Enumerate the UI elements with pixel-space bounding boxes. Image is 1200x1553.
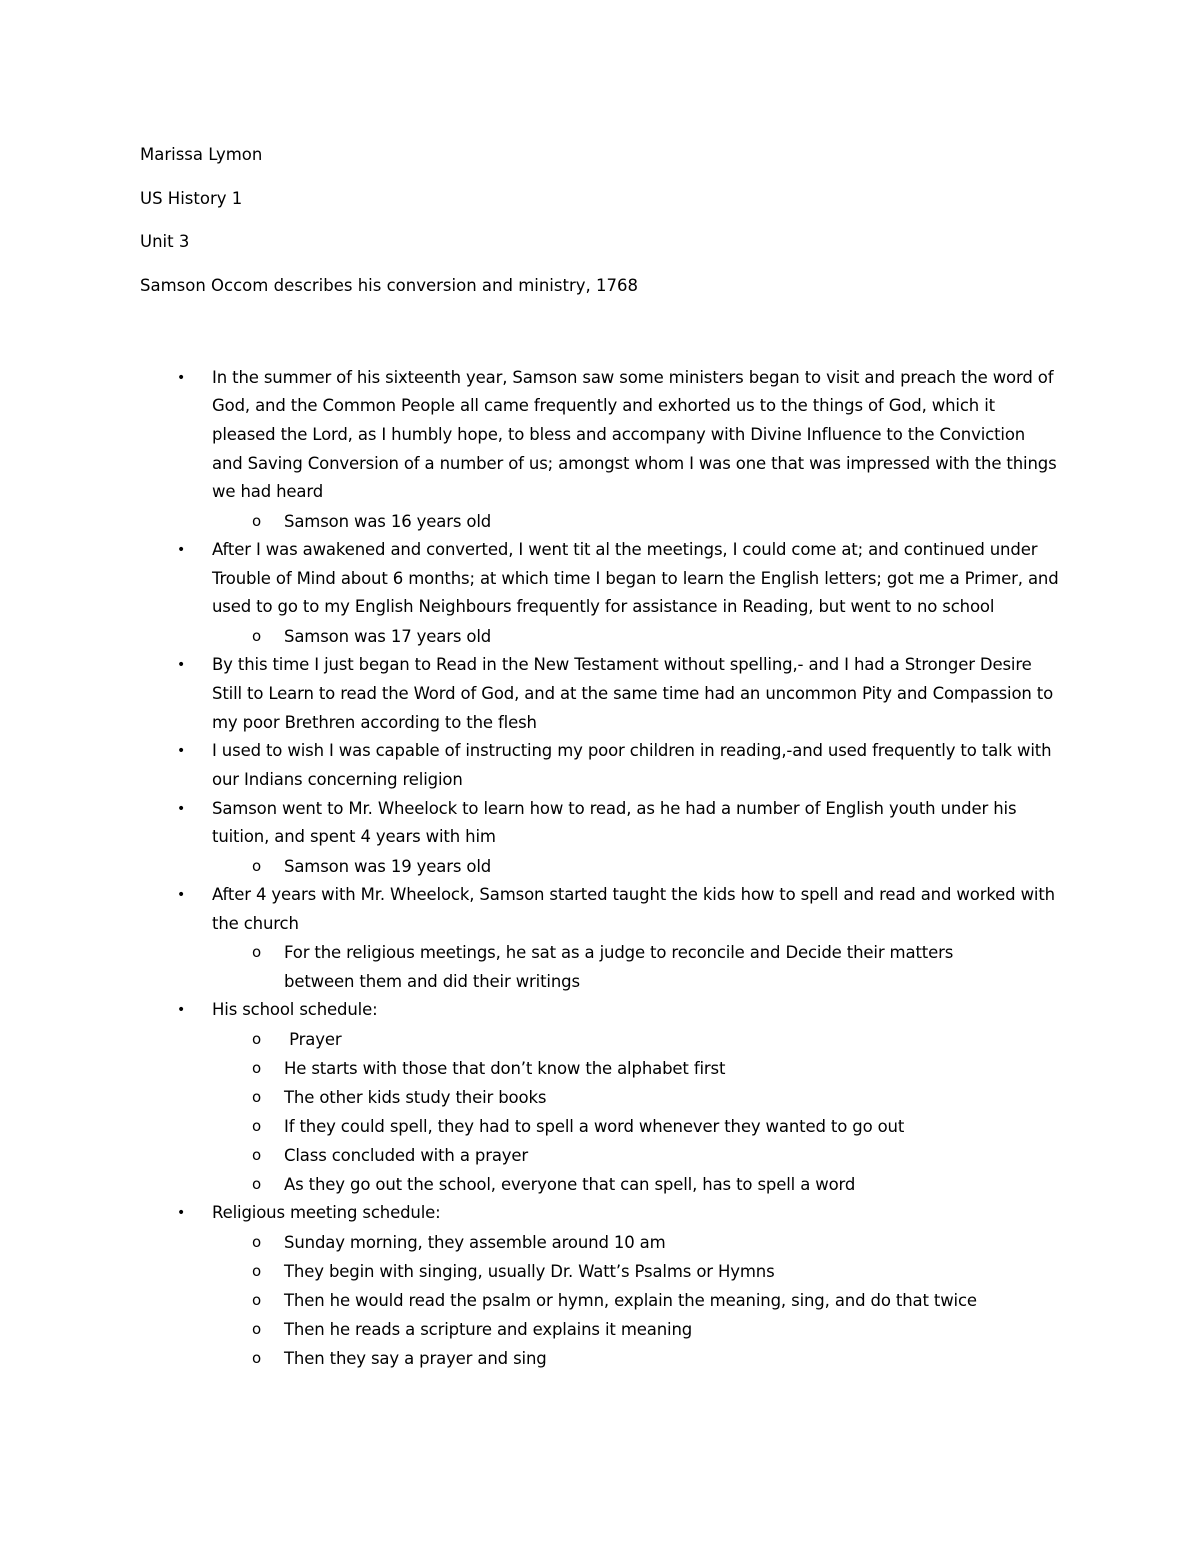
sub-list-item-text: The other kids study their books — [284, 1088, 547, 1108]
sub-list-item — [212, 1228, 988, 1257]
list-item-text: His school schedule: — [212, 1000, 378, 1020]
sub-list-item-text: If they could spell, they had to spell a word whenever they wanted to go out — [284, 1117, 905, 1137]
bullet-icon: • — [177, 1205, 186, 1222]
circle-bullet-icon: o — [252, 1319, 262, 1338]
circle-bullet-icon: o — [252, 512, 262, 531]
list-item-text: After 4 years with Mr. Wheelock, Samson started taught the kids how to spell and read and worked with the church — [212, 885, 1055, 933]
sub-list-item — [212, 1141, 988, 1170]
bullet-icon: • — [177, 743, 186, 760]
list-item — [140, 996, 1060, 1025]
sub-list-item-text: Then he would read the psalm or hymn, explain the meaning, sing, and do that twice — [284, 1290, 977, 1310]
bullet-icon: • — [177, 800, 186, 817]
course-name: US History 1 — [140, 188, 243, 208]
list-item-text: By this time I just began to Read in the New Testament without spelling,- and I had a Stronger Desire Still to Learn to read the Word of God, and at the same time had an uncommon Pity and Compassion to my poor Brethren according to the flesh — [212, 655, 1054, 732]
bullet-icon: • — [177, 542, 186, 559]
circle-bullet-icon: o — [252, 1175, 262, 1194]
list-item — [140, 651, 1060, 737]
sub-list-item-text: For the religious meetings, he sat as a judge to reconcile and Decide their matters between them and did their writings — [284, 943, 959, 992]
bullet-icon: • — [177, 369, 186, 386]
sub-list — [140, 507, 1060, 536]
sub-list-container — [140, 622, 1060, 651]
sub-list-item — [212, 852, 988, 881]
circle-bullet-icon: o — [252, 1030, 262, 1049]
circle-bullet-icon: o — [252, 943, 262, 962]
list-item-text: In the summer of his sixteenth year, Samson saw some ministers began to visit and preach the word of God, and the Common People all came frequently and exhorted us to the things of God, which it pleased the Lord, as I humbly hope, to bless and accompany with Divine Influence to the Conviction and Saving Conversion of a number of us; amongst whom I was one that was impressed with the things we had heard — [212, 367, 1057, 502]
list-item-text: Samson went to Mr. Wheelock to learn how to read, as he had a number of English youth under his tuition, and spent 4 years with him — [212, 798, 1017, 847]
sub-list-container — [140, 938, 1060, 996]
sub-list-item-text: Prayer — [284, 1030, 342, 1050]
circle-bullet-icon: o — [252, 1059, 262, 1078]
sub-list-container — [140, 1228, 1060, 1373]
sub-list-item — [212, 1054, 988, 1083]
sub-list-item-text: As they go out the school, everyone that can spell, has to spell a word — [284, 1175, 856, 1195]
sub-list-container — [140, 852, 1060, 881]
sub-list-item — [212, 1315, 988, 1344]
sub-list-item-text: Then they say a prayer and sing — [284, 1348, 547, 1368]
sub-list-item — [212, 1025, 988, 1054]
bullet-icon: • — [177, 1002, 186, 1019]
sub-list-item-text: Sunday morning, they assemble around 10 am — [284, 1232, 666, 1252]
sub-list — [140, 1025, 1060, 1199]
unit-label: Unit 3 — [140, 232, 190, 251]
circle-bullet-icon: o — [252, 1290, 262, 1309]
list-item — [140, 1199, 1060, 1228]
circle-bullet-icon: o — [252, 1117, 262, 1136]
sub-list-container — [140, 1025, 1060, 1199]
list-item — [140, 737, 1060, 794]
list-item — [140, 536, 1060, 622]
list-item — [140, 364, 1060, 508]
sub-list-item — [212, 1083, 988, 1112]
sub-list-item-text: He starts with those that don’t know the alphabet first — [284, 1059, 726, 1079]
circle-bullet-icon: o — [252, 1146, 262, 1165]
sub-list-item — [212, 1257, 988, 1286]
sub-list-item — [212, 1112, 988, 1141]
sub-list-item-text: They begin with singing, usually Dr. Watt’s Psalms or Hymns — [284, 1261, 775, 1281]
sub-list-item-text: Samson was 19 years old — [284, 857, 492, 877]
circle-bullet-icon: o — [252, 627, 262, 646]
sub-list-item — [212, 1170, 988, 1199]
bullet-icon: • — [177, 887, 186, 904]
circle-bullet-icon: o — [252, 857, 262, 876]
sub-list-item — [212, 938, 988, 996]
sub-list-item — [212, 1286, 988, 1315]
list-item-text: After I was awakened and converted, I went tit al the meetings, I could come at; and continued under Trouble of Mind about 6 months; at which time I began to learn the English letters; got me a Primer, and used to go to my English Neighbours frequently for assistance in Reading, but went to no school — [212, 540, 1059, 617]
sub-list — [140, 852, 1060, 881]
sub-list — [140, 1228, 1060, 1373]
sub-list-item-text: Samson was 16 years old — [284, 512, 492, 532]
list-item-text: Religious meeting schedule: — [212, 1203, 441, 1223]
list-item-text: I used to wish I was capable of instructing my poor children in reading,-and used frequently to talk with our Indians concerning religion — [212, 741, 1052, 789]
list-item — [140, 881, 1060, 938]
circle-bullet-icon: o — [252, 1348, 262, 1367]
circle-bullet-icon: o — [252, 1261, 262, 1280]
bullet-icon: • — [177, 657, 186, 674]
sub-list-container — [140, 507, 1060, 536]
list-item — [140, 795, 1060, 852]
circle-bullet-icon: o — [252, 1088, 262, 1107]
author-name: Marissa Lymon — [140, 145, 263, 164]
circle-bullet-icon: o — [252, 1232, 262, 1251]
sub-list-item-text: Samson was 17 years old — [284, 627, 492, 647]
sub-list-item-text: Then he reads a scripture and explains it meaning — [284, 1319, 693, 1339]
sub-list — [140, 622, 1060, 651]
sub-list-item — [212, 1344, 988, 1373]
sub-list-item — [212, 622, 988, 651]
document-title: Samson Occom describes his conversion and ministry, 1768 — [140, 275, 638, 295]
sub-list — [140, 938, 1060, 996]
sub-list-item-text: Class concluded with a prayer — [284, 1146, 529, 1166]
sub-list-item — [212, 507, 988, 536]
notes-list — [140, 364, 1060, 1373]
